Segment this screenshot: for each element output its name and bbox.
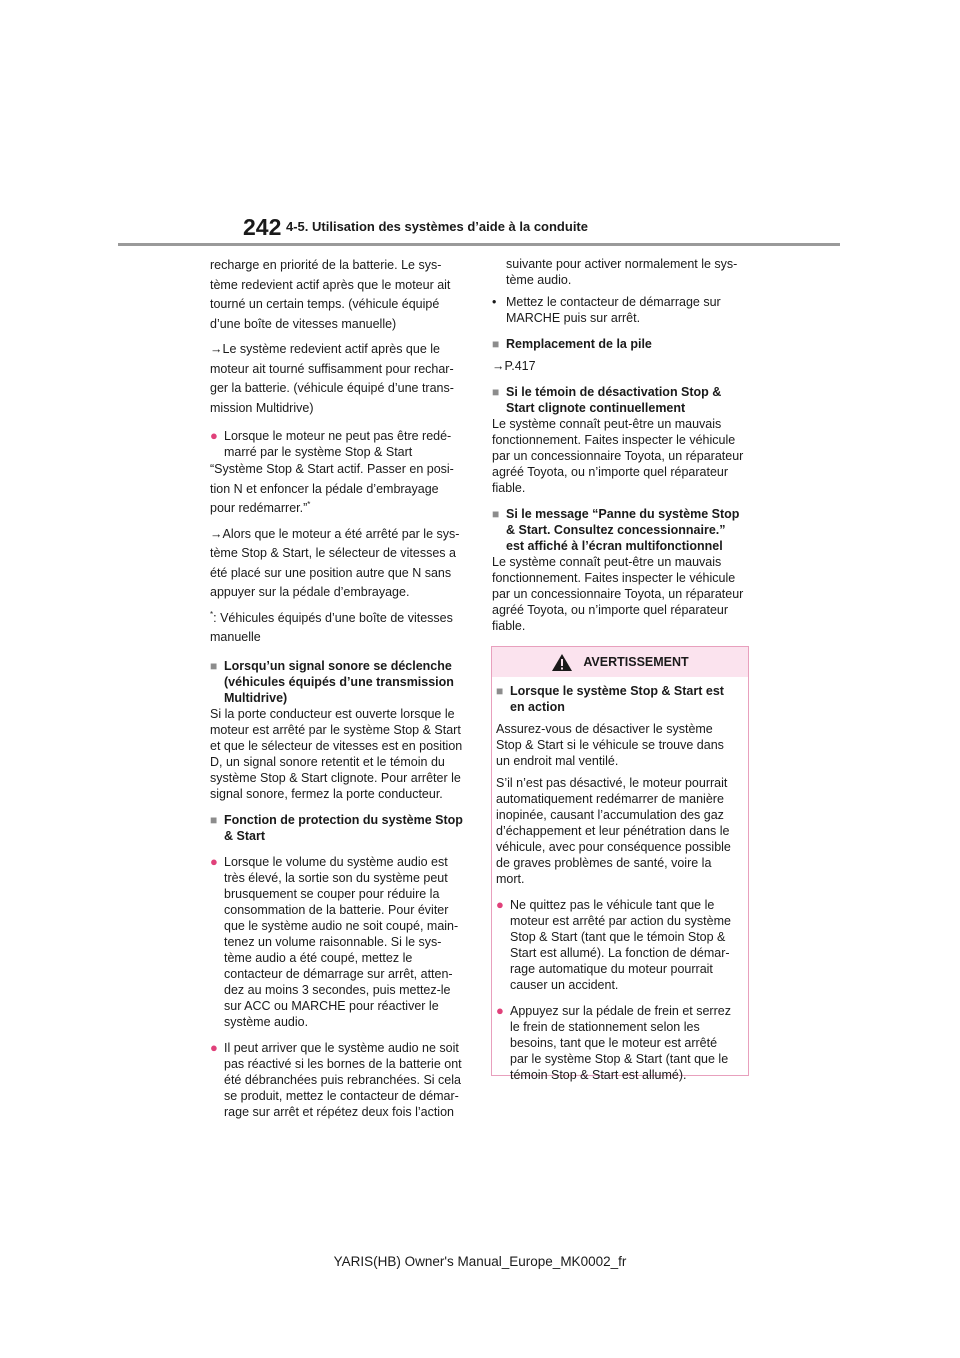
arrow-icon: → [492,359,505,373]
section-title: 4-5. Utilisation des systèmes d’aide à la conduite [286,219,588,234]
paragraph-arrow-redevient [210,340,468,418]
arrow-icon: → [210,526,223,541]
heading-text: Lorsque le système Stop & Start est en action [510,684,724,714]
heading-text: Lorsqu’un signal sonore se déclenche (véhicules équipés d’une transmission Multidrive) [224,658,454,705]
footnote [210,609,468,648]
gray-square-icon: ■ [492,337,500,351]
bullet-moteur-ne-peut [210,428,468,460]
gray-square-icon: ■ [492,507,500,521]
heading-text: Si le témoin de désactivation Stop & Start clignote continuellement [506,385,722,415]
pink-circle-icon: ● [210,1039,218,1055]
heading-text: Fonction de protection du système Stop & Start [224,812,463,843]
footnote-asterisk: * [307,499,311,509]
footnote-text: : Véhicules équipés d’une boîte de vitesses manuelle [210,610,453,644]
bullet-text: Appuyez sur la pédale de frein et serrez le frein de stationnement selon les besoins, tant que le moteur est arrêté par le système Stop & Start (tant que le témoin Stop & Start est allumé). [510,1004,731,1082]
message-stop-start-actif [210,460,468,519]
warning-paragraph-redemarrer: S’il n’est pas désactivé, le moteur pourrait automatiquement redémarrer de manière inopinée, causant l’accumulation des gaz d’échappement et leur pénétration dans le véhicule, avec pour conséquence possible de graves problèmes de santé, voire la mort. [496,776,731,886]
bullet-text: Lorsque le moteur ne peut pas être redé- marré par le système Stop & Start [224,429,452,459]
header-rule [118,243,840,246]
warning-header [492,647,748,677]
gray-square-icon: ■ [496,684,504,698]
warning-bullet-quittez [496,897,744,993]
right-column [492,256,750,640]
arrow-text: Alors que le moteur a été arrêté par le sys- tème Stop & Start, le sélecteur de vitesses a été placé sur une position autre que N sans appuyer sur la pédale d’embrayage. [210,526,460,599]
dash-item-contacteur [492,294,750,326]
paragraph-mauvais-fonctionnement-2: Le système connaît peut-être un mauvais fonctionnement. Faites inspecter le véhicule par un concessionnaire Toyota, un réparateur agréé Toyota, ou n’importe quel réparateur fiable. [492,555,744,633]
warning-title: AVERTISSEMENT [583,655,689,669]
heading-text: Remplacement de la pile [506,337,652,351]
message-text: “Système Stop & Start actif. Passer en posi- tion N et enfoncer la pédale d’embrayage pour redémarrer.” [210,462,454,515]
pink-circle-icon: ● [496,897,504,912]
gray-square-icon: ■ [492,385,500,399]
warning-bullet-frein [496,1003,744,1083]
arrow-icon: → [210,342,223,356]
heading-text: Si le message “Panne du système Stop & Start. Consultez concessionnaire.” est affiché à l’écran multifonctionnel [506,507,740,553]
heading-temoin-clignote [492,384,750,416]
warning-paragraph-desactiver: Assurez-vous de désactiver le système Stop & Start si le véhicule se trouve dans un endroit mal ventilé. [496,722,724,768]
paragraph-arrow-alors [210,525,468,603]
paragraph-porte-conducteur: Si la porte conducteur est ouverte lorsque le moteur est arrêté par le système Stop & Start et que le sélecteur de vitesses est en position D, un signal sonore retentit et le témoin du système Stop & Start clignote. Pour arrêter le signal sonore, fermez la porte conducteur. [210,706,463,801]
paragraph-suivante: suivante pour activer normalement le sys- tème audio. [506,257,738,287]
warning-box [491,646,749,1082]
bullet-text: Il peut arriver que le système audio ne soit pas réactivé si les bornes de la batterie ont été débranchées puis rebranchées. Si cela se produit, mettez le contacteur de démar- rage sur arrêt et répétez deux fois l’action [224,1040,462,1119]
pink-circle-icon: ● [496,1003,504,1018]
reference-link[interactable]: P.417 [504,359,536,373]
page-number: 242 [243,214,282,240]
heading-fonction-protection [210,812,468,844]
gray-square-icon: ■ [210,812,218,827]
warning-triangle-icon [551,653,573,672]
footer-manual-id: YARIS(HB) Owner's Manual_Europe_MK0002_fr [333,1254,627,1269]
warning-body [492,677,748,1083]
paragraph-mauvais-fonctionnement-1: Le système connaît peut-être un mauvais fonctionnement. Faites inspecter le véhicule par un concessionnaire Toyota, un réparateur agréé Toyota, ou n’importe quel réparateur fiable. [492,417,744,495]
arrow-text: Le système redevient actif après que le moteur ait tourné suffisamment pour rechar- ger la batterie. (véhicule équipé d’une trans- mission Multidrive) [210,342,454,415]
pink-circle-icon: ● [210,428,218,443]
heading-message-panne [492,506,750,554]
bullet-text: Lorsque le volume du système audio est très élevé, la sortie son du système peut brusquement se couper pour réduire la consommation de la batterie. Pour éviter que le système audio ne soit coupé, main- tenez un volume raisonnable. Si le sys- tème audio a été coupé, mettez le contacteur de démarrage sur arrêt, atten- dez au moins 3 secondes, puis mettez-le sur ACC ou MARCHE pour réactiver le système audio. [224,854,459,1029]
dash-text: Mettez le contacteur de démarrage sur MARCHE puis sur arrêt. [506,295,721,325]
bullet-volume-audio [210,854,468,1030]
heading-remplacement-pile [492,336,750,352]
page-reference [492,358,750,374]
left-column [210,256,468,1120]
gray-square-icon: ■ [210,658,218,673]
pink-circle-icon: ● [210,853,218,869]
footnote-mark: * [210,609,214,619]
warning-heading [496,683,744,715]
bullet-dot-icon: • [492,295,497,309]
bullet-bornes-batterie [210,1040,468,1120]
bullet-text: Ne quittez pas le véhicule tant que le moteur est arrêté par action du système Stop & Start (tant que le témoin Stop & Start est allumé). La fonction de démar- rage automatique du moteur pourrait causer un accident. [510,898,731,992]
paragraph-recharge: recharge en priorité de la batterie. Le sys- tème redevient actif après que le moteur ait tourné un certain temps. (véhicule équipé d’une boîte de vitesses manuelle) [210,258,451,331]
heading-signal-sonore [210,658,468,706]
